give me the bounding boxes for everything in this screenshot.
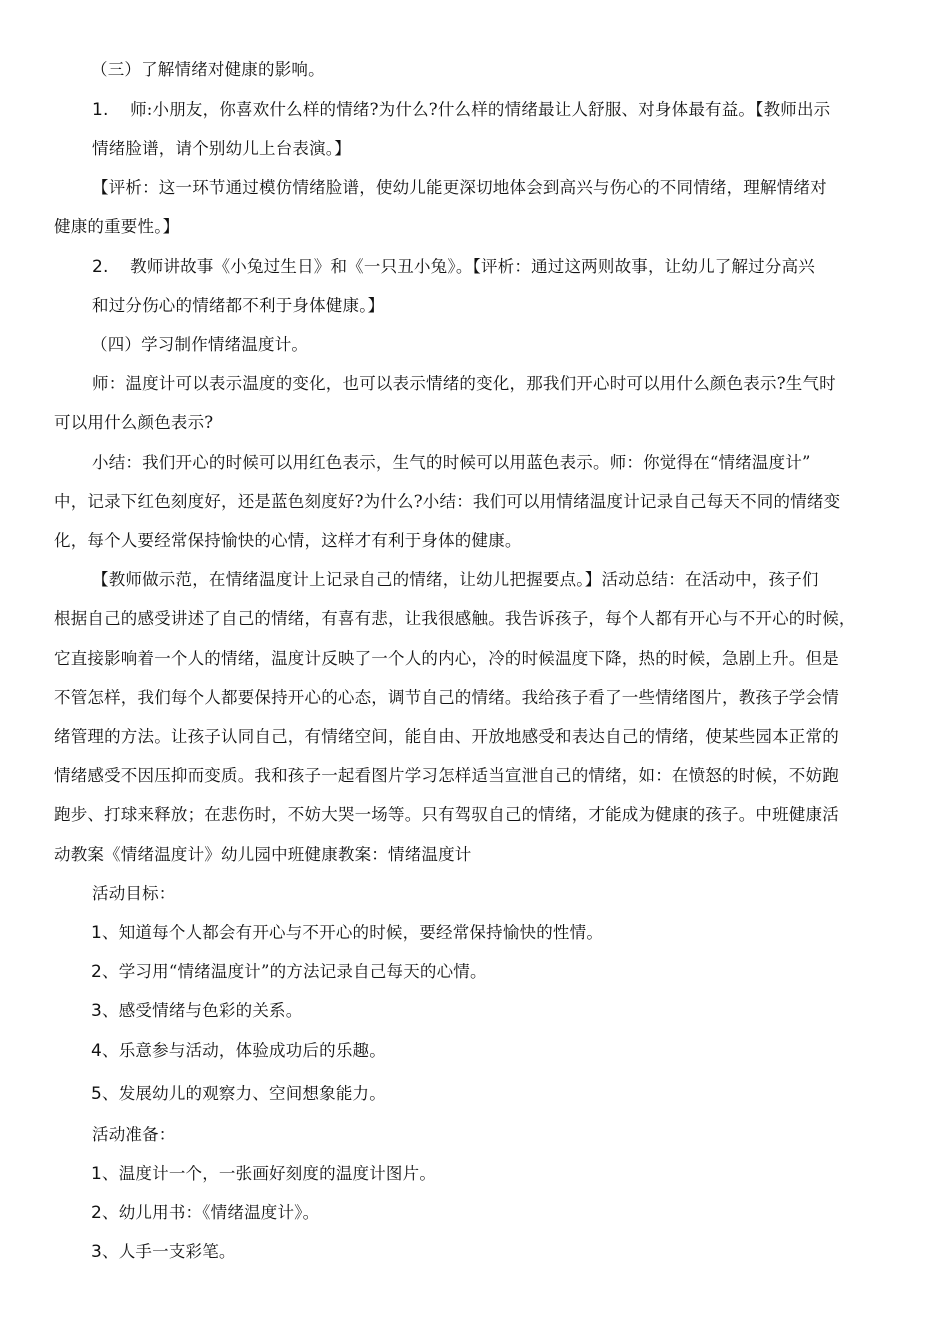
demo-paragraph-line-1: 【教师做示范，在情绪温度计上记录自己的情绪，让幼儿把握要点。】活动总结：在活动中，孩子们	[92, 570, 819, 589]
goal-1-number: 1	[91, 923, 103, 943]
prep-2-number: 2	[91, 1203, 103, 1223]
section-heading-4: （四）学习制作情绪温度计。	[91, 335, 309, 354]
prep-item-3	[91, 1241, 236, 1263]
item-2-line-1	[92, 256, 815, 278]
prep-2-text: 、幼儿用书：《情绪温度计》。	[102, 1203, 320, 1222]
section-heading-3: （三）了解情绪对健康的影响。	[91, 60, 325, 79]
demo-paragraph-line-2: 根据自己的感受讲述了自己的情绪，有喜有悲，让我很感触。我告诉孩子，每个人都有开心与不开心的时候，	[54, 609, 856, 628]
summary-line-3: 化，每个人要经常保持愉快的心情，这样才有利于身体的健康。	[54, 531, 522, 550]
demo-paragraph-line-6: 情绪感受不因压抑而变质。我和孩子一起看图片学习怎样适当宣泄自己的情绪，如：在愤怒的时候，不妨跑	[54, 766, 839, 785]
goal-item-1	[91, 922, 603, 944]
prep-item-1	[91, 1163, 436, 1185]
goal-item-5	[91, 1083, 386, 1105]
goal-5-number: 5	[91, 1084, 103, 1104]
goal-2-number: 2	[91, 962, 103, 982]
demo-paragraph-line-7: 跑步、打球来释放；在悲伤时，不妨大哭一场等。只有驾驭自己的情绪，才能成为健康的孩子。中班健康活	[54, 805, 839, 824]
demo-paragraph-line-8: 动教案《情绪温度计》幼儿园中班健康教案：情绪温度计	[54, 845, 472, 864]
summary-line-1: 小结：我们开心的时候可以用红色表示，生气的时候可以用蓝色表示。师：你觉得在“情绪温度计”	[92, 453, 811, 472]
demo-paragraph-line-3: 它直接影响着一个人的情绪，温度计反映了一个人的内心，冷的时候温度下降，热的时候，急剧上升。但是	[54, 649, 839, 668]
teacher-question-line-1: 师：温度计可以表示温度的变化，也可以表示情绪的变化，那我们开心时可以用什么颜色表示?生气时	[92, 374, 836, 393]
goal-4-text: 、乐意参与活动，体验成功后的乐趣。	[102, 1041, 386, 1060]
goal-item-3	[91, 1000, 302, 1022]
prep-item-2	[91, 1202, 319, 1224]
goal-4-number: 4	[91, 1041, 103, 1061]
prep-1-text: 、温度计一个，一张画好刻度的温度计图片。	[102, 1164, 437, 1183]
goal-item-4	[91, 1040, 386, 1062]
prep-3-text: 、人手一支彩笔。	[102, 1242, 236, 1261]
prep-3-number: 3	[91, 1242, 103, 1262]
goals-heading: 活动目标：	[92, 884, 176, 903]
goal-2-text: 、学习用“情绪温度计”的方法记录自己每天的心情。	[102, 962, 487, 981]
comment-1-line-1: 【评析：这一环节通过模仿情绪脸谱，使幼儿能更深切地体会到高兴与伤心的不同情绪，理解情绪对	[92, 178, 827, 197]
goal-item-2	[91, 961, 487, 983]
demo-paragraph-line-4: 不管怎样，我们每个人都要保持开心的心态，调节自己的情绪。我给孩子看了一些情绪图片，教孩子学会情	[54, 688, 839, 707]
prep-heading: 活动准备：	[92, 1125, 176, 1144]
summary-line-2: 中，记录下红色刻度好，还是蓝色刻度好?为什么?小结：我们可以用情绪温度计记录自己每天不同的情绪变	[54, 492, 841, 511]
goal-5-text: 、发展幼儿的观察力、空间想象能力。	[102, 1084, 386, 1103]
demo-paragraph-line-5: 绪管理的方法。让孩子认同自己，有情绪空间，能自由、开放地感受和表达自己的情绪，使某些园本正常的	[54, 727, 839, 746]
teacher-question-line-2: 可以用什么颜色表示?	[54, 413, 214, 432]
goal-3-number: 3	[91, 1001, 103, 1021]
item-2-line-2: 和过分伤心的情绪都不利于身体健康。】	[92, 296, 385, 315]
goal-1-text: 、知道每个人都会有开心与不开心的时候，要经常保持愉快的性情。	[102, 923, 604, 942]
comment-1-line-2: 健康的重要性。】	[54, 217, 180, 236]
item-2-number: 2.	[92, 257, 109, 277]
prep-1-number: 1	[91, 1164, 103, 1184]
item-1-text: 师:小朋友，你喜欢什么样的情绪?为什么?什么样的情绪最让人舒服、对身体最有益。【教师出示	[130, 100, 831, 119]
item-1-number: 1.	[92, 100, 109, 120]
item-1-line-1	[92, 99, 830, 121]
item-2-text: 教师讲故事《小兔过生日》和《一只丑小兔》。【评析：通过这两则故事，让幼儿了解过分高兴	[130, 257, 815, 276]
item-1-line-2: 情绪脸谱，请个别幼儿上台表演。】	[92, 139, 351, 158]
goal-3-text: 、感受情绪与色彩的关系。	[102, 1001, 303, 1020]
